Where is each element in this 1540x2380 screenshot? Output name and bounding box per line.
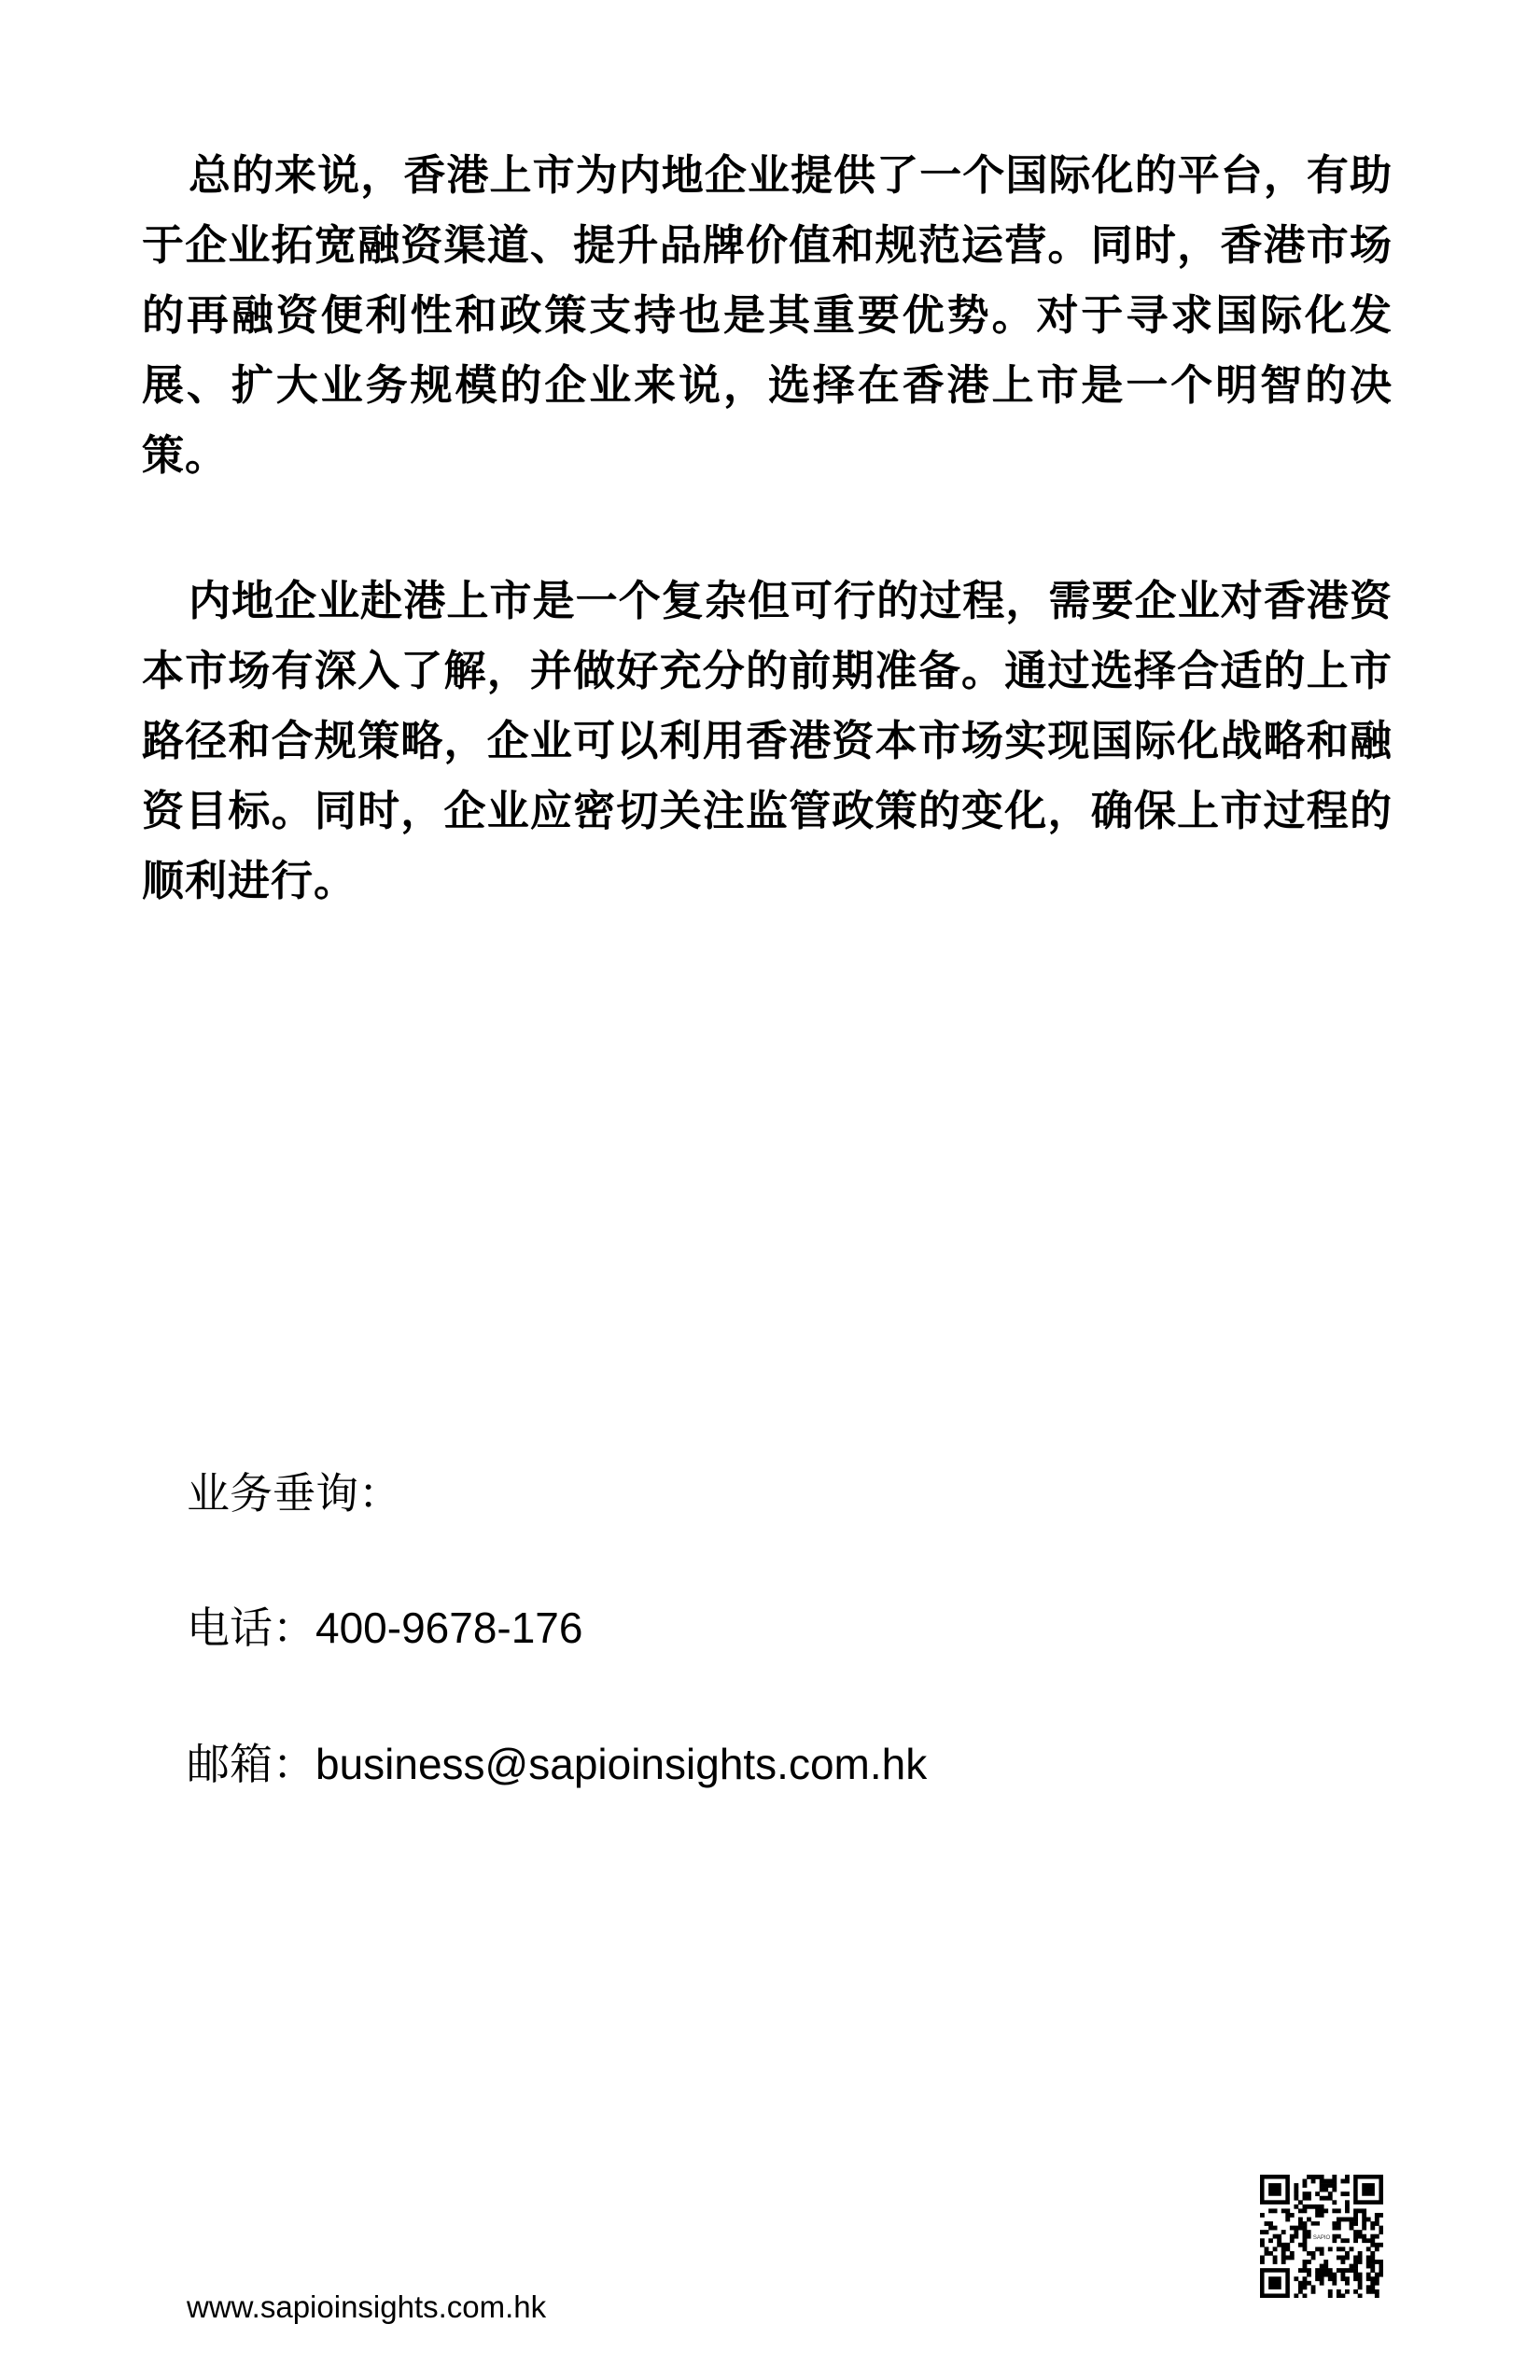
- footer-website-link[interactable]: www.sapioinsights.com.hk: [187, 2289, 547, 2324]
- contact-email: 邮箱：business@sapioinsights.com.hk: [187, 1740, 928, 1788]
- qr-logo-text: SAPIO: [1312, 2235, 1331, 2241]
- contact-phone: 电话：400-9678-176: [187, 1603, 583, 1652]
- qr-code-icon: [1260, 2175, 1383, 2298]
- paragraph-conclusion: 总的来说，香港上市为内地企业提供了一个国际化的平台，有助于企业拓宽融资渠道、提升品牌价值和规范运营。同时，香港市场的再融资便利性和政策支持也是其重要优势。对于寻求国际化发展、扩大业务规模的企业来说，选择在香港上市是一个明智的决策。: [142, 150, 1393, 480]
- paragraph-summary: 内地企业赴港上市是一个复杂但可行的过程，需要企业对香港资本市场有深入了解，并做好充分的前期准备。通过选择合适的上市路径和合规策略，企业可以利用香港资本市场实现国际化战略和融资目标。同时，企业应密切关注监管政策的变化，确保上市过程的顺利进行。: [142, 576, 1393, 905]
- contact-heading: 业务垂询：: [187, 1469, 401, 1518]
